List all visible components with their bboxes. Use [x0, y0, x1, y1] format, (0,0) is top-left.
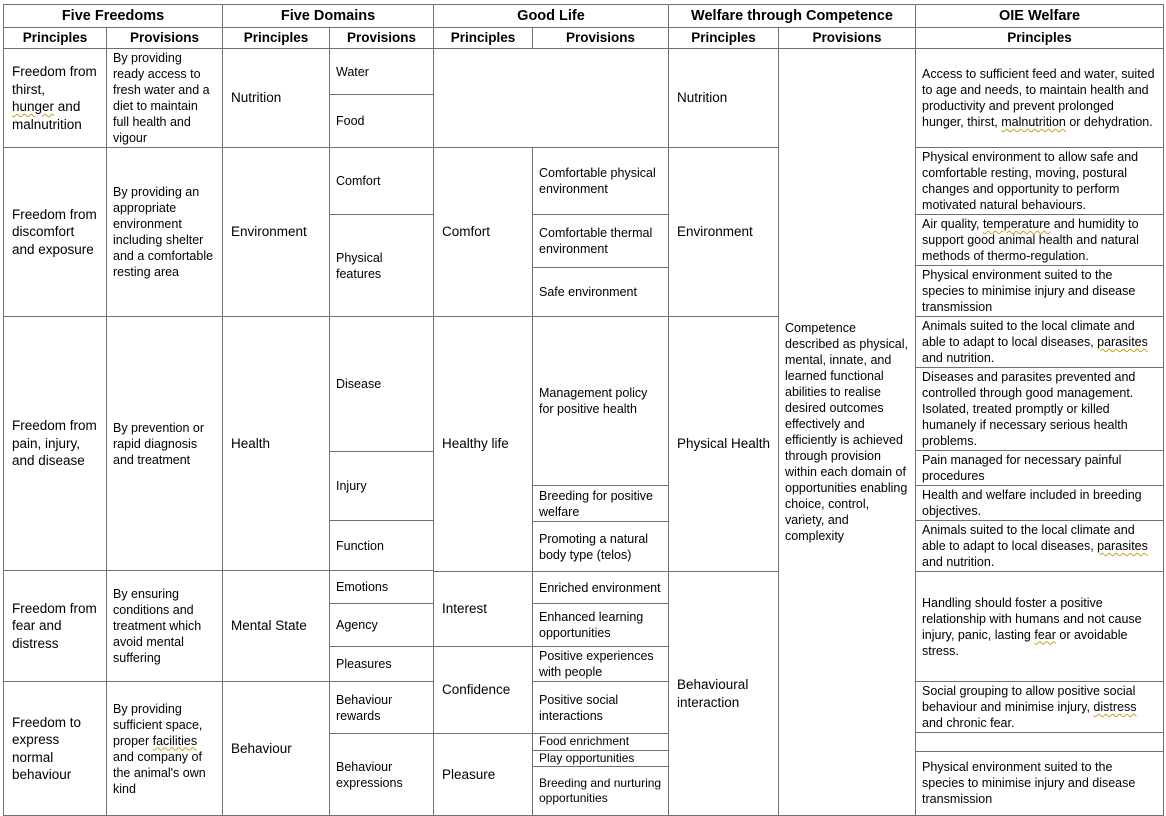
group-header-oie: OIE Welfare	[916, 5, 1164, 28]
oie-climate-adapt-2: Animals suited to the local climate and able to adapt to local diseases, parasites and nutrition.	[916, 521, 1164, 572]
domain-provision-function: Function	[330, 521, 434, 571]
oie-diseases: Diseases and parasites prevented and controlled through good management. Isolated, treated promptly or killed humanely if necessary serious health problems.	[916, 368, 1164, 451]
oie-breeding: Health and welfare included in breeding objectives.	[916, 486, 1164, 521]
group-header-competence: Welfare through Competence	[669, 5, 916, 28]
good-life-breeding-nurturing: Breeding and nurturing opportunities	[533, 767, 669, 816]
good-life-enriched-environment: Enriched environment	[533, 572, 669, 604]
competence-nutrition: Nutrition	[669, 49, 779, 148]
oie-climate-adapt: Animals suited to the local climate and able to adapt to local diseases, parasites and nutrition.	[916, 317, 1164, 368]
oie-feed-water: Access to sufficient feed and water, suited to age and needs, to maintain health and productivity and prevent prolonged hunger, thirst, malnutrition or dehydration.	[916, 49, 1164, 148]
good-life-management-policy: Management policy for positive health	[533, 317, 669, 486]
domain-provision-comfort: Comfort	[330, 148, 434, 215]
domain-provision-behaviour-expressions: Behaviour expressions	[330, 734, 434, 816]
domain-provision-physical-features: Physical features	[330, 215, 434, 317]
freedom-pain-provision: By prevention or rapid diagnosis and treatment	[107, 317, 223, 571]
subheader-provisions: Provisions	[533, 28, 669, 49]
domain-environment: Environment	[223, 148, 330, 317]
domain-provision-emotions: Emotions	[330, 571, 434, 604]
competence-provision: Competence described as physical, mental, innate, and learned functional abilities to realise desired outcomes effectively and efficiently is achieved through provision within each domain of opportunities enabling choice, control, variety, and complexity	[779, 49, 916, 816]
domain-provision-behaviour-rewards: Behaviour rewards	[330, 682, 434, 734]
subheader-principles: Principles	[4, 28, 107, 49]
freedom-behaviour-provision: By providing sufficient space, proper facilities and company of the animal's own kind	[107, 682, 223, 816]
oie-air-quality: Air quality, temperature and humidity to support good animal health and natural methods of thermo-regulation.	[916, 215, 1164, 266]
domain-provision-food: Food	[330, 95, 434, 148]
oie-pain: Pain managed for necessary painful procedures	[916, 451, 1164, 486]
domain-behaviour: Behaviour	[223, 682, 330, 816]
good-life-breeding-welfare: Breeding for positive welfare	[533, 486, 669, 522]
subheader-principles: Principles	[223, 28, 330, 49]
good-life-safe-environment: Safe environment	[533, 268, 669, 317]
domain-provision-injury: Injury	[330, 452, 434, 521]
freedom-discomfort-principle: Freedom from discomfort and exposure	[4, 148, 107, 317]
competence-behavioural-interaction: Behavioural interaction	[669, 572, 779, 816]
good-life-positive-social: Positive social interactions	[533, 682, 669, 734]
freedom-fear-provision: By ensuring conditions and treatment which avoid mental suffering	[107, 571, 223, 682]
domain-nutrition: Nutrition	[223, 49, 330, 148]
oie-physical-resting: Physical environment to allow safe and comfortable resting, moving, postural changes and opportunity to perform motivated natural behaviours.	[916, 148, 1164, 215]
subheader-principles: Principles	[669, 28, 779, 49]
competence-environment: Environment	[669, 148, 779, 317]
welfare-comparison-table	[3, 4, 1164, 816]
subheader-principles: Principles	[916, 28, 1164, 49]
good-life-pleasure: Pleasure	[434, 734, 533, 816]
domain-provision-pleasures: Pleasures	[330, 647, 434, 682]
freedom-pain-principle: Freedom from pain, injury, and disease	[4, 317, 107, 571]
good-life-enhanced-learning: Enhanced learning opportunities	[533, 604, 669, 647]
good-life-interest: Interest	[434, 572, 533, 647]
group-header-five-domains: Five Domains	[223, 5, 434, 28]
group-header-five-freedoms: Five Freedoms	[4, 5, 223, 28]
good-life-food-enrichment: Food enrichment	[533, 734, 669, 751]
freedom-discomfort-provision: By providing an appropriate environment including shelter and a comfortable resting area	[107, 148, 223, 317]
group-header-good-life: Good Life	[434, 5, 669, 28]
oie-empty-row	[916, 733, 1164, 752]
oie-physical-injury-2: Physical environment suited to the species to minimise injury and disease transmission	[916, 751, 1164, 816]
subheader-principles: Principles	[434, 28, 533, 49]
oie-social-grouping: Social grouping to allow positive social behaviour and minimise injury, distress and chronic fear.	[916, 682, 1164, 733]
good-life-comfortable-thermal: Comfortable thermal environment	[533, 215, 669, 268]
freedom-hunger-provision: By providing ready access to fresh water and a diet to maintain full health and vigour	[107, 49, 223, 148]
good-life-positive-people: Positive experiences with people	[533, 647, 669, 682]
subheader-provisions: Provisions	[779, 28, 916, 49]
domain-provision-water: Water	[330, 49, 434, 95]
domain-mental-state: Mental State	[223, 571, 330, 682]
good-life-empty-cell	[434, 49, 669, 148]
good-life-play: Play opportunities	[533, 750, 669, 767]
competence-physical-health: Physical Health	[669, 317, 779, 572]
oie-physical-injury: Physical environment suited to the species to minimise injury and disease transmission	[916, 266, 1164, 317]
subheader-provisions: Provisions	[330, 28, 434, 49]
freedom-fear-principle: Freedom from fear and distress	[4, 571, 107, 682]
domain-health: Health	[223, 317, 330, 571]
good-life-confidence: Confidence	[434, 647, 533, 734]
domain-provision-agency: Agency	[330, 604, 434, 647]
subheader-provisions: Provisions	[107, 28, 223, 49]
oie-handling: Handling should foster a positive relationship with humans and not cause injury, panic, lasting fear or avoidable stress.	[916, 572, 1164, 682]
freedom-hunger-principle: Freedom from thirst, hunger and malnutrition	[4, 49, 107, 148]
domain-provision-disease: Disease	[330, 317, 434, 452]
freedom-behaviour-principle: Freedom to express normal behaviour	[4, 682, 107, 816]
good-life-comfortable-physical: Comfortable physical environment	[533, 148, 669, 215]
good-life-healthy-life: Healthy life	[434, 317, 533, 572]
good-life-natural-body: Promoting a natural body type (telos)	[533, 522, 669, 572]
good-life-comfort: Comfort	[434, 148, 533, 317]
